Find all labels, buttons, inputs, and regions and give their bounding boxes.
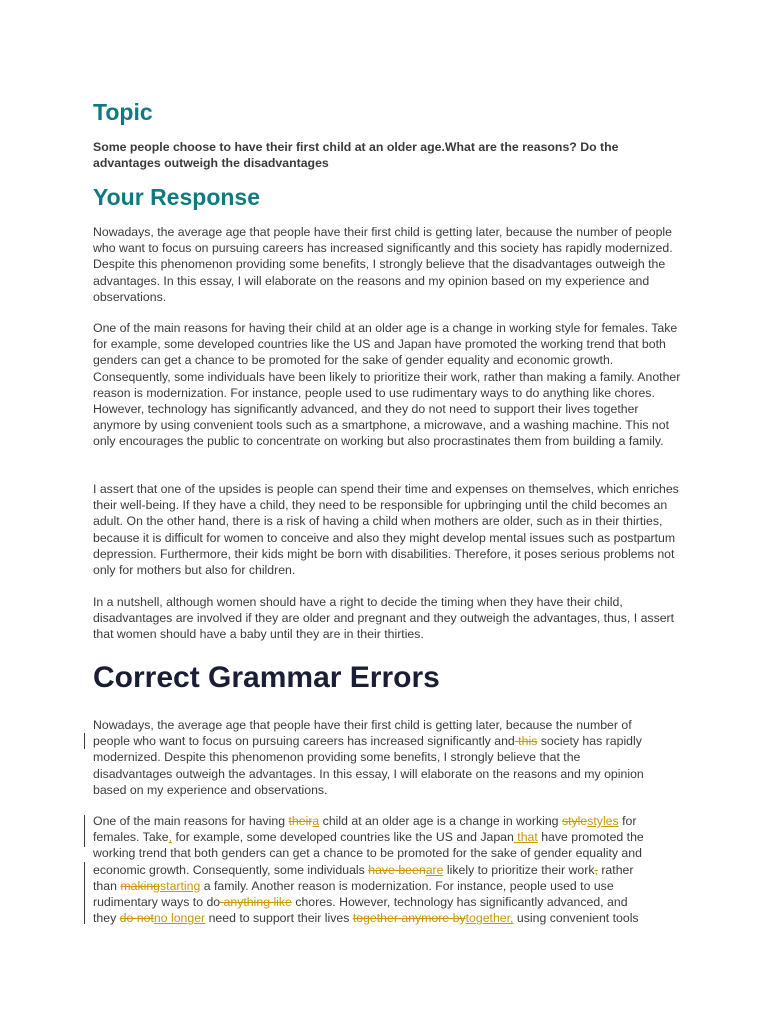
insertion-mark: , <box>168 830 173 845</box>
deletion-mark: have been <box>368 862 426 877</box>
topic-heading: Topic <box>93 99 153 125</box>
insertion-mark: that <box>513 830 538 845</box>
response-heading: Your Response <box>93 184 260 210</box>
text-line: rudimentary ways to do anything like chores. However, technology has significantly advanced, and <box>93 895 628 910</box>
text-line: working trend that both genders can get a chance to be promoted for the sake of gender equality and <box>93 846 642 861</box>
grammar-heading: Correct Grammar Errors <box>93 661 440 694</box>
response-paragraph-4: In a nutshell, although women should have a right to decide the timing when they have their child, disadvantages are involved if they are older and pregnant and they outweigh the advantages, thus, I assert that women should have a baby until they are in their thirties. <box>93 595 675 642</box>
text-line: people who want to focus on pursuing careers has increased significantly and this society has rapidly <box>93 734 642 749</box>
corrected-paragraph-1 <box>93 717 683 798</box>
deletion-mark: together anymore by <box>352 911 466 926</box>
text-line: than makingstarting a family. Another reason is modernization. For instance, people used to use <box>93 878 614 893</box>
corrected-paragraph-2 <box>93 813 683 926</box>
change-bar <box>84 815 85 847</box>
deletion-mark: this <box>514 734 538 749</box>
text-line: modernized. Despite this phenomenon providing some benefits, I strongly believe that the <box>93 750 581 765</box>
change-bar <box>84 862 85 924</box>
text-line: females. Take, for example, some developed countries like the US and Japan that have promoted the <box>93 830 644 845</box>
response-paragraph-2: One of the main reasons for having their child at an older age is a change in working style for females. Take for example, some developed countries like the US and Japan have promoted the working trend that both genders can get a chance to be promoted for the sake of gender equality and economic growth. Consequently, some individuals have been likely to prioritize their work, rather than making a family. Another reason is modernization. For instance, people used to use rudimentary ways to do anything like chores. However, technology has significantly advanced, and they do not need to support their lives together anymore by using convenient tools such as a smartphone, a microwave, and a washing machine. This not only encourages the public to concentrate on working but also procrastinates them from building a family. <box>93 321 681 449</box>
response-paragraph-1: Nowadays, the average age that people have their first child is getting later, because the number of people who want to focus on pursuing careers has increased significantly and this society has rapidly modernized. Despite this phenomenon providing some benefits, I strongly believe that the disadvantages outweigh the advantages. In this essay, I will elaborate on the reasons and my opinion based on my experience and observations. <box>93 225 673 304</box>
text-line: Nowadays, the average age that people have their first child is getting later, because the number of <box>93 718 632 732</box>
text-line: they do notno longer need to support their lives together anymore bytogether, using convenient tools <box>93 911 639 926</box>
deletion-mark: style <box>561 814 588 828</box>
change-bar <box>84 733 85 749</box>
deletion-mark: making <box>120 878 161 893</box>
text-line: One of the main reasons for having theira child at an older age is a change in working stylestyles for <box>93 814 637 828</box>
text-line: economic growth. Consequently, some individuals have beenare likely to prioritize their work, rather <box>93 862 634 877</box>
deletion-mark: , <box>594 862 598 877</box>
insertion-mark: together, <box>465 911 514 926</box>
response-paragraph-3: I assert that one of the upsides is people can spend their time and expenses on themselves, which enriches their well-being. If they have a child, they need to be responsible for upbringing until the child becomes an adult. On the other hand, there is a risk of having a child when mothers are older, such as in their thirties, because it is difficult for women to conceive and also they might develop mental issues such as postpartum depression. Furthermore, their kids might be born with disabilities. Therefore, it poses serious problems not only for mothers but also for children. <box>93 482 679 578</box>
deletion-mark: their <box>288 814 313 828</box>
insertion-mark: no longer <box>153 911 206 926</box>
deletion-mark: anything like <box>220 895 292 910</box>
insertion-mark: starting <box>160 878 201 893</box>
text-line: disadvantages outweigh the advantages. In this essay, I will elaborate on the reasons and my opinion <box>93 766 644 781</box>
insertion-mark: a <box>312 814 320 828</box>
topic-question: Some people choose to have their first child at an older age.What are the reasons? Do the advantages outweigh the disadvantages <box>93 140 619 170</box>
text-line: based on my experience and observations. <box>93 782 328 797</box>
insertion-mark: are <box>425 862 444 877</box>
deletion-mark: do not <box>119 911 154 926</box>
insertion-mark: styles <box>587 814 619 828</box>
